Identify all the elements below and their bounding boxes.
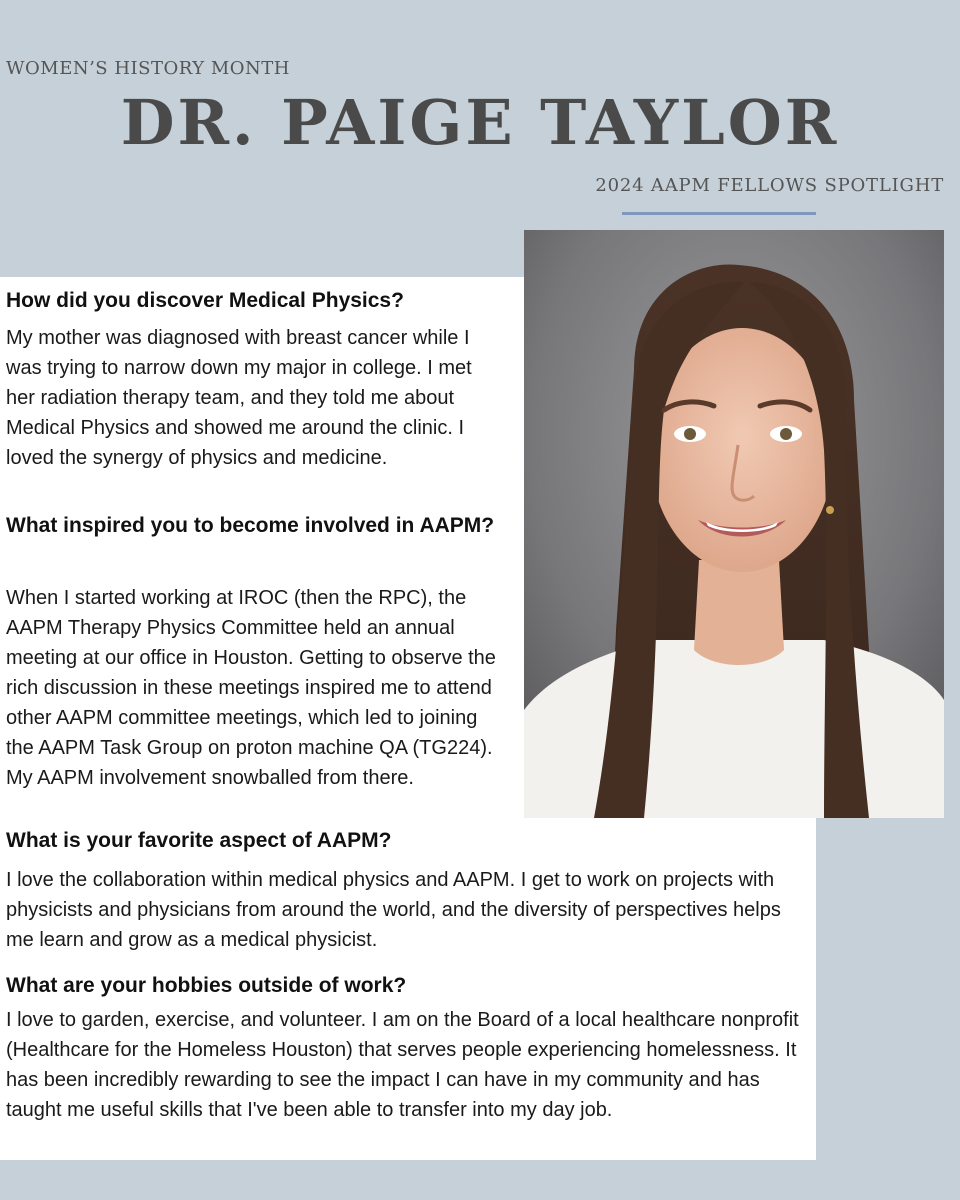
question-inspired: What inspired you to become involved in AAPM? <box>6 514 495 537</box>
subtitle-label: 2024 AAPM FELLOWS SPOTLIGHT <box>595 175 944 196</box>
question-hobbies: What are your hobbies outside of work? <box>6 974 407 997</box>
answer-favorite: I love the collaboration within medical physics and AAPM. I get to work on projects with physicists and physicians from around the world, and the diversity of perspectives helps me learn and grow as a medical physicist. <box>6 869 781 951</box>
answer-discover: My mother was diagnosed with breast cancer while I was trying to narrow down my major in college. I met her radiation therapy team, and they told me about Medical Physics and showed me around the clinic. I loved the synergy of physics and medicine. <box>6 327 472 469</box>
question-discover: How did you discover Medical Physics? <box>6 289 404 312</box>
portrait-photo <box>524 230 944 818</box>
answer-hobbies: I love to garden, exercise, and volunteer. I am on the Board of a local healthcare nonprofit (Healthcare for the Homeless Houston) that serves people experiencing homelessness. It has been incredibly rewarding to see the impact I can have in my community and has taught me useful skills that I've been able to transfer into my day job. <box>6 1009 799 1121</box>
accent-divider <box>622 212 816 215</box>
question-favorite: What is your favorite aspect of AAPM? <box>6 829 392 852</box>
answer-inspired: When I started working at IROC (then the RPC), the AAPM Therapy Physics Committee held an annual meeting at our office in Houston. Getting to observe the rich discussion in these meetings inspired me to attend other AAPM committee meetings, which led to joining the AAPM Task Group on proton machine QA (TG224). My AAPM involvement snowballed from there. <box>6 587 496 789</box>
page-title: DR. PAIGE TAYLOR <box>120 86 840 159</box>
eyebrow-label: WOMEN’S HISTORY MONTH <box>6 58 290 79</box>
